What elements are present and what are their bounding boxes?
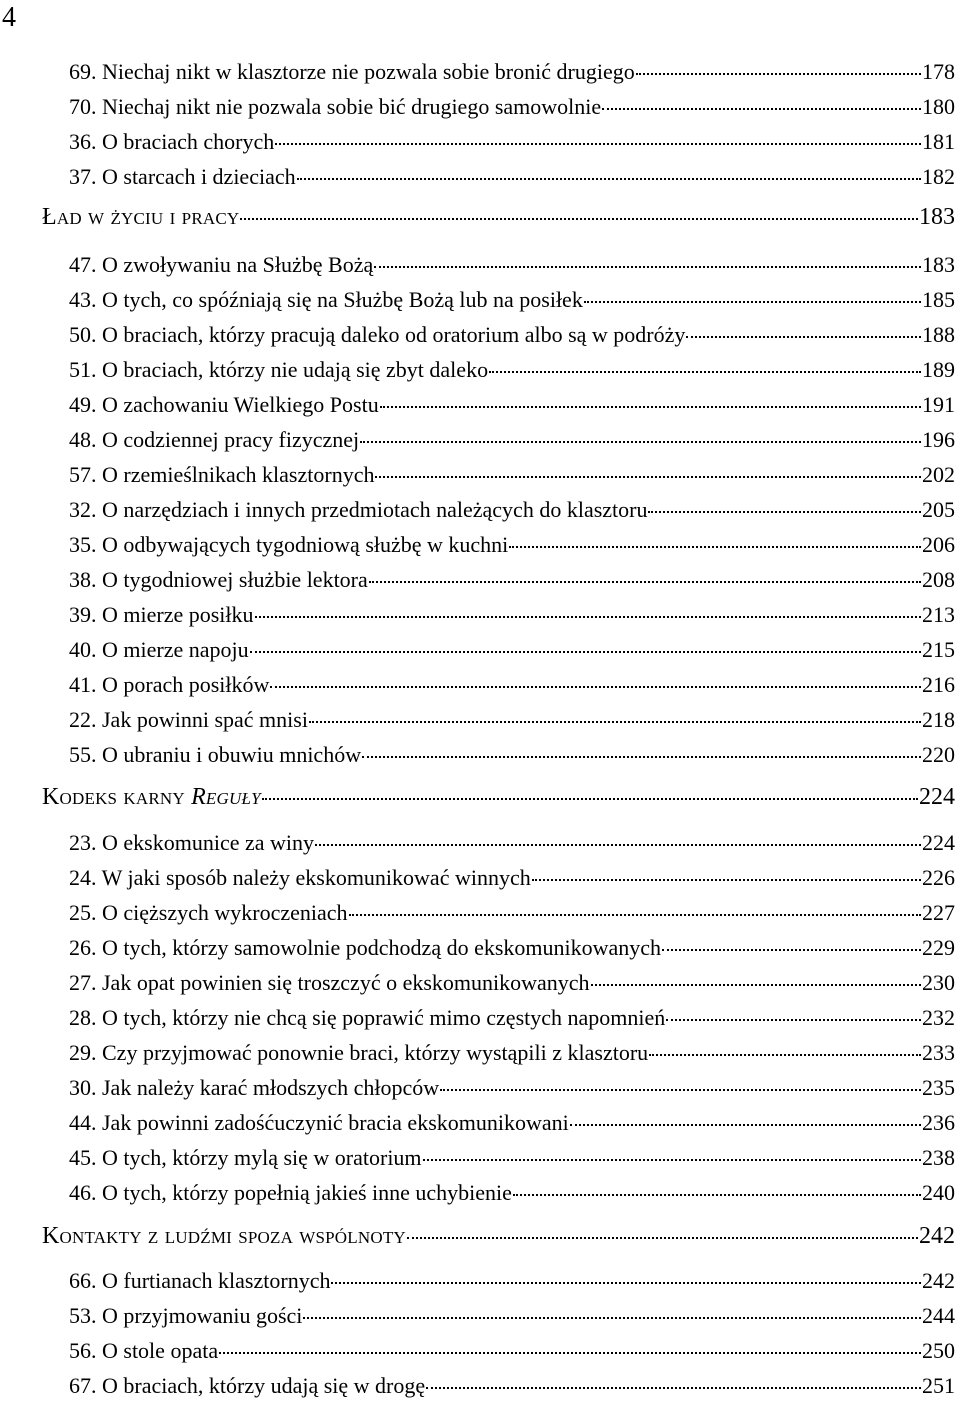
dot-leader xyxy=(662,947,921,951)
toc-entry xyxy=(69,459,955,491)
toc-entry xyxy=(69,1072,955,1104)
toc-entry xyxy=(69,389,955,421)
toc-entry xyxy=(69,827,955,859)
entry-title: 57. O rzemieślnikach klasztornych xyxy=(69,462,375,487)
page-ref: 240 xyxy=(922,1180,955,1205)
toc-entry xyxy=(69,249,955,281)
entry-title: 30. Jak należy karać młodszych chłopców xyxy=(69,1075,440,1100)
dot-leader xyxy=(423,1157,921,1161)
dot-leader xyxy=(440,1087,921,1091)
toc-entry xyxy=(69,91,955,123)
dot-leader xyxy=(509,544,921,548)
entry-title: 55. O ubraniu i obuwiu mnichów xyxy=(69,742,362,767)
entry-title: 48. O codziennej pracy fizycznej xyxy=(69,427,360,452)
page-ref: 206 xyxy=(922,532,955,557)
dot-leader xyxy=(369,579,921,583)
entry-title: 28. O tych, którzy nie chcą się poprawić mimo częstych napomnień xyxy=(69,1005,666,1030)
entry-title: 24. W jaki sposób należy ekskomunikować winnych xyxy=(69,865,531,890)
page-ref: 232 xyxy=(922,1005,955,1030)
toc-entry xyxy=(69,1177,955,1209)
toc-entry xyxy=(69,1107,955,1139)
dot-leader xyxy=(602,106,921,110)
toc-entry xyxy=(69,56,955,88)
page-ref: 183 xyxy=(919,204,955,230)
dot-leader xyxy=(636,71,921,75)
page-ref: 236 xyxy=(922,1110,955,1135)
page-ref: 224 xyxy=(919,784,955,810)
entry-title: 45. O tych, którzy mylą się w oratorium xyxy=(69,1145,422,1170)
toc-entry xyxy=(69,1300,955,1332)
dot-leader xyxy=(360,439,921,443)
dot-leader xyxy=(240,216,918,220)
entry-title: 26. O tych, którzy samowolnie podchodzą do ekskomunikowanych xyxy=(69,935,662,960)
dot-leader xyxy=(591,982,921,986)
dot-leader xyxy=(584,299,921,303)
entry-title: 36. O braciach chorych xyxy=(69,129,275,154)
toc-entry xyxy=(69,1037,955,1069)
page-ref: 213 xyxy=(922,602,955,627)
toc-entry xyxy=(69,897,955,929)
page-ref: 188 xyxy=(922,322,955,347)
dot-leader xyxy=(375,474,921,478)
page-ref: 216 xyxy=(922,672,955,697)
toc-entry xyxy=(69,1002,955,1034)
entry-title: 49. O zachowaniu Wielkiego Postu xyxy=(69,392,379,417)
entry-title: 46. O tych, którzy popełnią jakieś inne uchybienie xyxy=(69,1180,512,1205)
entry-title: 23. O ekskomunice za winy xyxy=(69,830,314,855)
page-ref: 233 xyxy=(922,1040,955,1065)
page-ref: 196 xyxy=(922,427,955,452)
page-ref: 180 xyxy=(922,94,955,119)
section-title: Kodeks karny Reguły xyxy=(42,784,261,810)
section-title-italic: Reguły xyxy=(191,784,261,810)
entry-title: 69. Niechaj nikt w klasztorze nie pozwala sobie bronić drugiego xyxy=(69,59,635,84)
toc-entry xyxy=(69,1142,955,1174)
toc-entry xyxy=(69,564,955,596)
page-ref: 238 xyxy=(922,1145,955,1170)
toc-entry xyxy=(69,1265,955,1297)
section-title: Kontakty z ludźmi spoza wspólnoty xyxy=(42,1223,406,1249)
toc-entry xyxy=(69,161,955,193)
dot-leader xyxy=(309,719,921,723)
page-ref: 226 xyxy=(922,865,955,890)
dot-leader xyxy=(362,754,921,758)
dot-leader xyxy=(331,1280,921,1284)
entry-title: 38. O tygodniowej służbie lektora xyxy=(69,567,368,592)
dot-leader xyxy=(570,1122,921,1126)
toc-entry xyxy=(69,599,955,631)
page-ref: 224 xyxy=(922,830,955,855)
entry-title: 35. O odbywających tygodniową służbę w kuchni xyxy=(69,532,509,557)
entry-title: 40. O mierze napoju xyxy=(69,637,249,662)
entry-title: 56. O stole opata xyxy=(69,1338,219,1363)
toc-entry xyxy=(69,1335,955,1367)
dot-leader xyxy=(297,176,921,180)
entry-title: 41. O porach posiłków xyxy=(69,672,270,697)
page-ref: 202 xyxy=(922,462,955,487)
dot-leader xyxy=(219,1350,921,1354)
dot-leader xyxy=(686,334,921,338)
toc-entry xyxy=(69,354,955,386)
toc-entry xyxy=(69,634,955,666)
entry-title: 47. O zwoływaniu na Służbę Bożą xyxy=(69,252,374,277)
dot-leader xyxy=(374,264,921,268)
toc-entry xyxy=(69,319,955,351)
toc-entry xyxy=(69,739,955,771)
page-ref: 230 xyxy=(922,970,955,995)
entry-title: 32. O narzędziach i innych przedmiotach należących do klasztoru xyxy=(69,497,648,522)
page-ref: 229 xyxy=(922,935,955,960)
entry-title: 27. Jak opat powinien się troszczyć o ekskomunikowanych xyxy=(69,970,590,995)
entry-title: 44. Jak powinni zadośćuczynić bracia ekskomunikowani xyxy=(69,1110,569,1135)
toc-entry xyxy=(69,424,955,456)
dot-leader xyxy=(666,1017,921,1021)
page-ref: 244 xyxy=(922,1303,955,1328)
toc-entry xyxy=(69,704,955,736)
entry-title: 22. Jak powinni spać mnisi xyxy=(69,707,308,732)
page-ref: 251 xyxy=(922,1373,955,1398)
entry-title: 37. O starcach i dzieciach xyxy=(69,164,296,189)
page-ref: 227 xyxy=(922,900,955,925)
toc-entry xyxy=(69,494,955,526)
page-ref: 183 xyxy=(922,252,955,277)
page-ref: 182 xyxy=(922,164,955,189)
section-title: Ład w życiu i pracy xyxy=(42,204,240,230)
toc-entry xyxy=(69,862,955,894)
toc-entry xyxy=(69,669,955,701)
dot-leader xyxy=(349,912,921,916)
dot-leader xyxy=(255,614,921,618)
entry-title: 43. O tych, co spóźniają się na Służbę Bożą lub na posiłek xyxy=(69,287,583,312)
dot-leader xyxy=(649,1052,921,1056)
page-ref: 205 xyxy=(922,497,955,522)
dot-leader xyxy=(250,649,921,653)
toc-entry xyxy=(69,529,955,561)
entry-title: 39. O mierze posiłku xyxy=(69,602,254,627)
dot-leader xyxy=(380,404,921,408)
entry-title: 66. O furtianach klasztornych xyxy=(69,1268,331,1293)
entry-title: 67. O braciach, którzy udają się w drogę xyxy=(69,1373,426,1398)
page-ref: 250 xyxy=(922,1338,955,1363)
entry-title: 70. Niechaj nikt nie pozwala sobie bić drugiego samowolnie xyxy=(69,94,602,119)
toc-entry xyxy=(69,932,955,964)
page-ref: 242 xyxy=(919,1223,955,1249)
toc-section-heading xyxy=(42,197,955,237)
dot-leader xyxy=(407,1235,918,1239)
dot-leader xyxy=(426,1385,921,1389)
page-ref: 181 xyxy=(922,129,955,154)
dot-leader xyxy=(532,877,921,881)
page-ref: 242 xyxy=(922,1268,955,1293)
entry-title: 25. O cięższych wykroczeniach xyxy=(69,900,348,925)
dot-leader xyxy=(270,684,921,688)
dot-leader xyxy=(315,842,921,846)
page-ref: 185 xyxy=(922,287,955,312)
dot-leader xyxy=(275,141,921,145)
dot-leader xyxy=(489,369,921,373)
entry-title: 53. O przyjmowaniu gości xyxy=(69,1303,303,1328)
dot-leader xyxy=(303,1315,921,1319)
page-ref: 191 xyxy=(922,392,955,417)
dot-leader xyxy=(648,509,921,513)
page-ref: 189 xyxy=(922,357,955,382)
toc-entry xyxy=(69,284,955,316)
toc-section-heading xyxy=(42,1216,955,1256)
toc-entry xyxy=(69,1370,955,1402)
entry-title: 51. O braciach, którzy nie udają się zbyt daleko xyxy=(69,357,489,382)
dot-leader xyxy=(262,796,918,800)
entry-title: 29. Czy przyjmować ponownie braci, którzy wystąpili z klasztoru xyxy=(69,1040,649,1065)
entry-title: 50. O braciach, którzy pracują daleko od oratorium albo są w podróży xyxy=(69,322,686,347)
page-ref: 220 xyxy=(922,742,955,767)
page-ref: 208 xyxy=(922,567,955,592)
toc-entry xyxy=(69,126,955,158)
page-number: 4 xyxy=(2,2,16,33)
toc-section-heading xyxy=(42,777,955,817)
toc-entry xyxy=(69,967,955,999)
page-ref: 218 xyxy=(922,707,955,732)
page-ref: 178 xyxy=(922,59,955,84)
page-ref: 215 xyxy=(922,637,955,662)
dot-leader xyxy=(513,1192,921,1196)
page-ref: 235 xyxy=(922,1075,955,1100)
